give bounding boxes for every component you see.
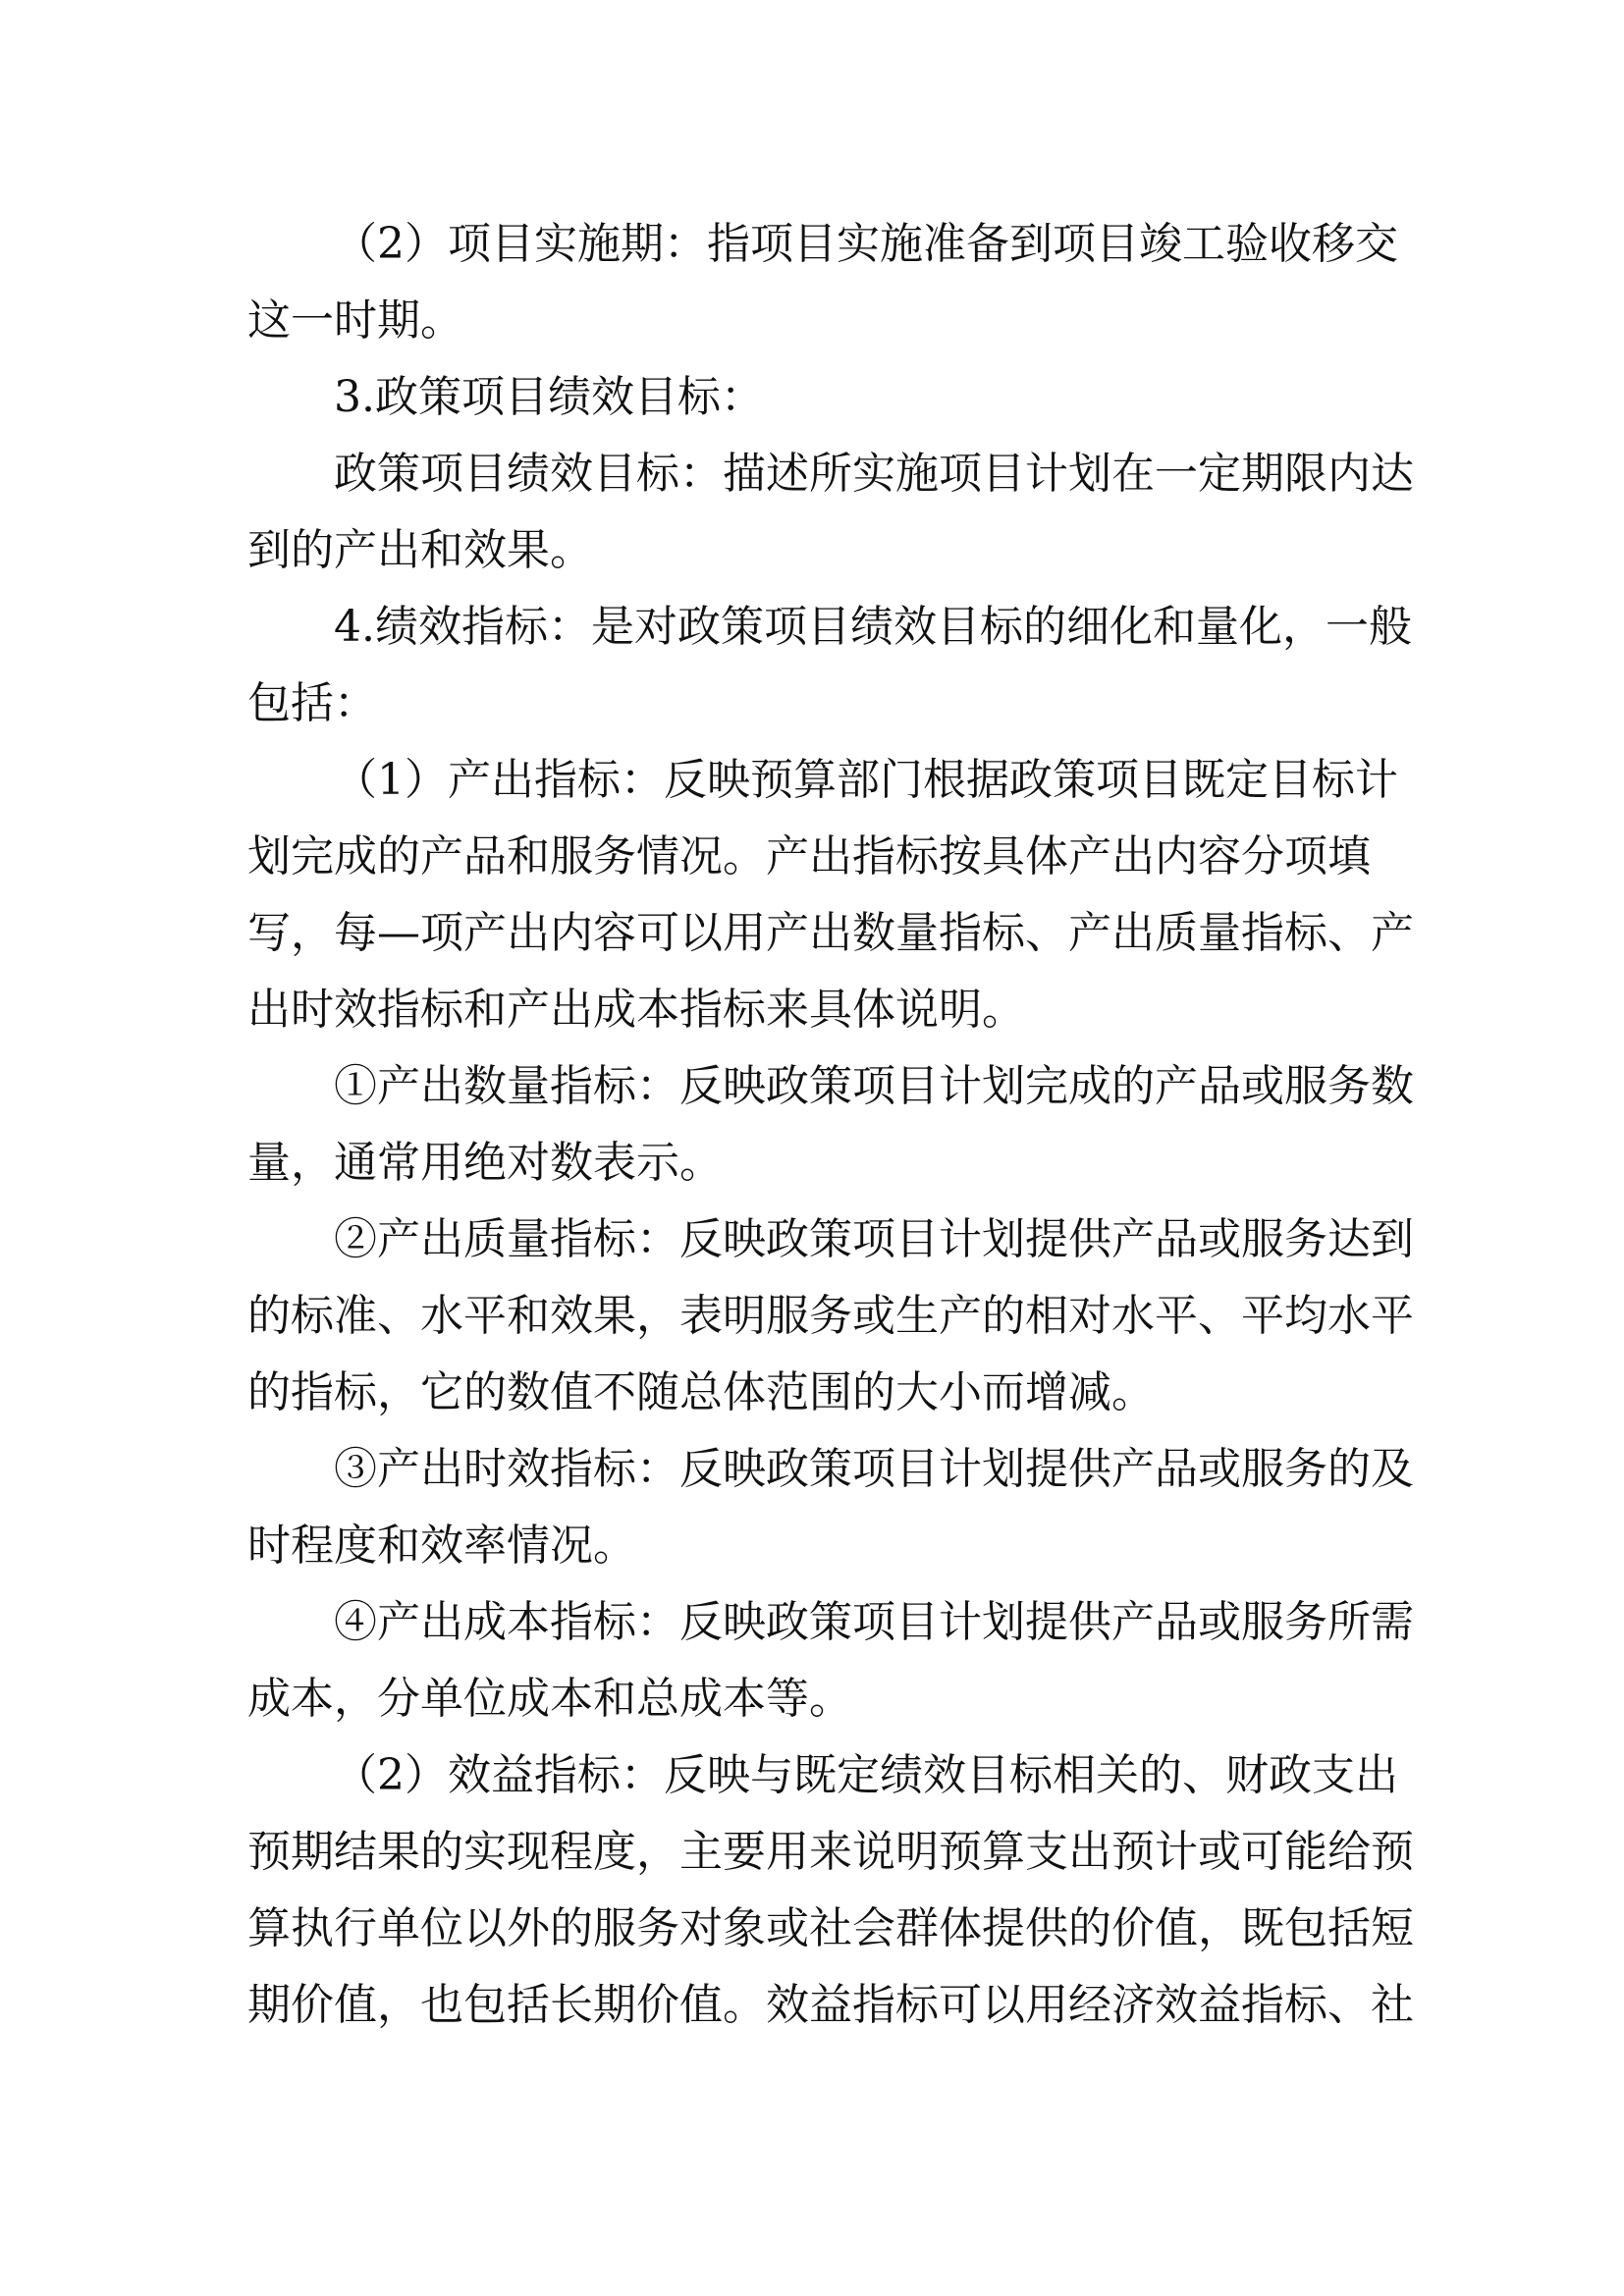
paragraph-line: 的标准、水平和效果，表明服务或生产的相对水平、平均水平 — [247, 1291, 1414, 1341]
paragraph-line: 划完成的产品和服务情况。产出指标按具体产出内容分项填 — [247, 831, 1371, 881]
section-heading: 3.政策项目绩效目标： — [334, 372, 764, 422]
paragraph-line: 政策项目绩效目标：描述所实施项目计划在一定期限内达 — [334, 449, 1414, 499]
paragraph-line: ①产出数量指标：反映政策项目计划完成的产品或服务数 — [334, 1061, 1414, 1111]
paragraph-line: 成本，分单位成本和总成本等。 — [247, 1674, 852, 1724]
paragraph-line: （2）效益指标：反映与既定绩效目标相关的、财政支出 — [334, 1750, 1398, 1800]
paragraph-line: 算执行单位以外的服务对象或社会群体提供的价值，既包括短 — [247, 1903, 1414, 1953]
paragraph-line: 时程度和效率情况。 — [247, 1521, 636, 1571]
paragraph-line: （2）项目实施期：指项目实施准备到项目竣工验收移交 — [334, 219, 1398, 269]
paragraph-line: 出时效指标和产出成本指标来具体说明。 — [247, 985, 1025, 1035]
paragraph-line: 预期结果的实现程度，主要用来说明预算支出预计或可能给预 — [247, 1827, 1414, 1877]
paragraph-line: ②产出质量指标：反映政策项目计划提供产品或服务达到 — [334, 1214, 1414, 1264]
document-body — [247, 206, 1414, 2044]
paragraph-line: 的指标，它的数值不随总体范围的大小而增减。 — [247, 1367, 1155, 1417]
paragraph-line: （1）产出指标：反映预算部门根据政策项目既定目标计 — [334, 755, 1398, 805]
paragraph-line: 到的产出和效果。 — [247, 525, 593, 575]
paragraph-line: 4.绩效指标：是对政策项目绩效目标的细化和量化，一般 — [334, 602, 1412, 652]
paragraph-line: 量，通常用绝对数表示。 — [247, 1138, 723, 1188]
paragraph-line: 包括： — [247, 678, 377, 728]
paragraph-line: ④产出成本指标：反映政策项目计划提供产品或服务所需 — [334, 1597, 1414, 1647]
paragraph-line: 这一时期。 — [247, 295, 463, 346]
paragraph-line: ③产出时效指标：反映政策项目计划提供产品或服务的及 — [334, 1444, 1414, 1494]
paragraph-line: 写，每—项产出内容可以用产出数量指标、产出质量指标、产 — [247, 908, 1414, 958]
paragraph-line: 期价值，也包括长期价值。效益指标可以用经济效益指标、社 — [247, 1980, 1414, 2030]
